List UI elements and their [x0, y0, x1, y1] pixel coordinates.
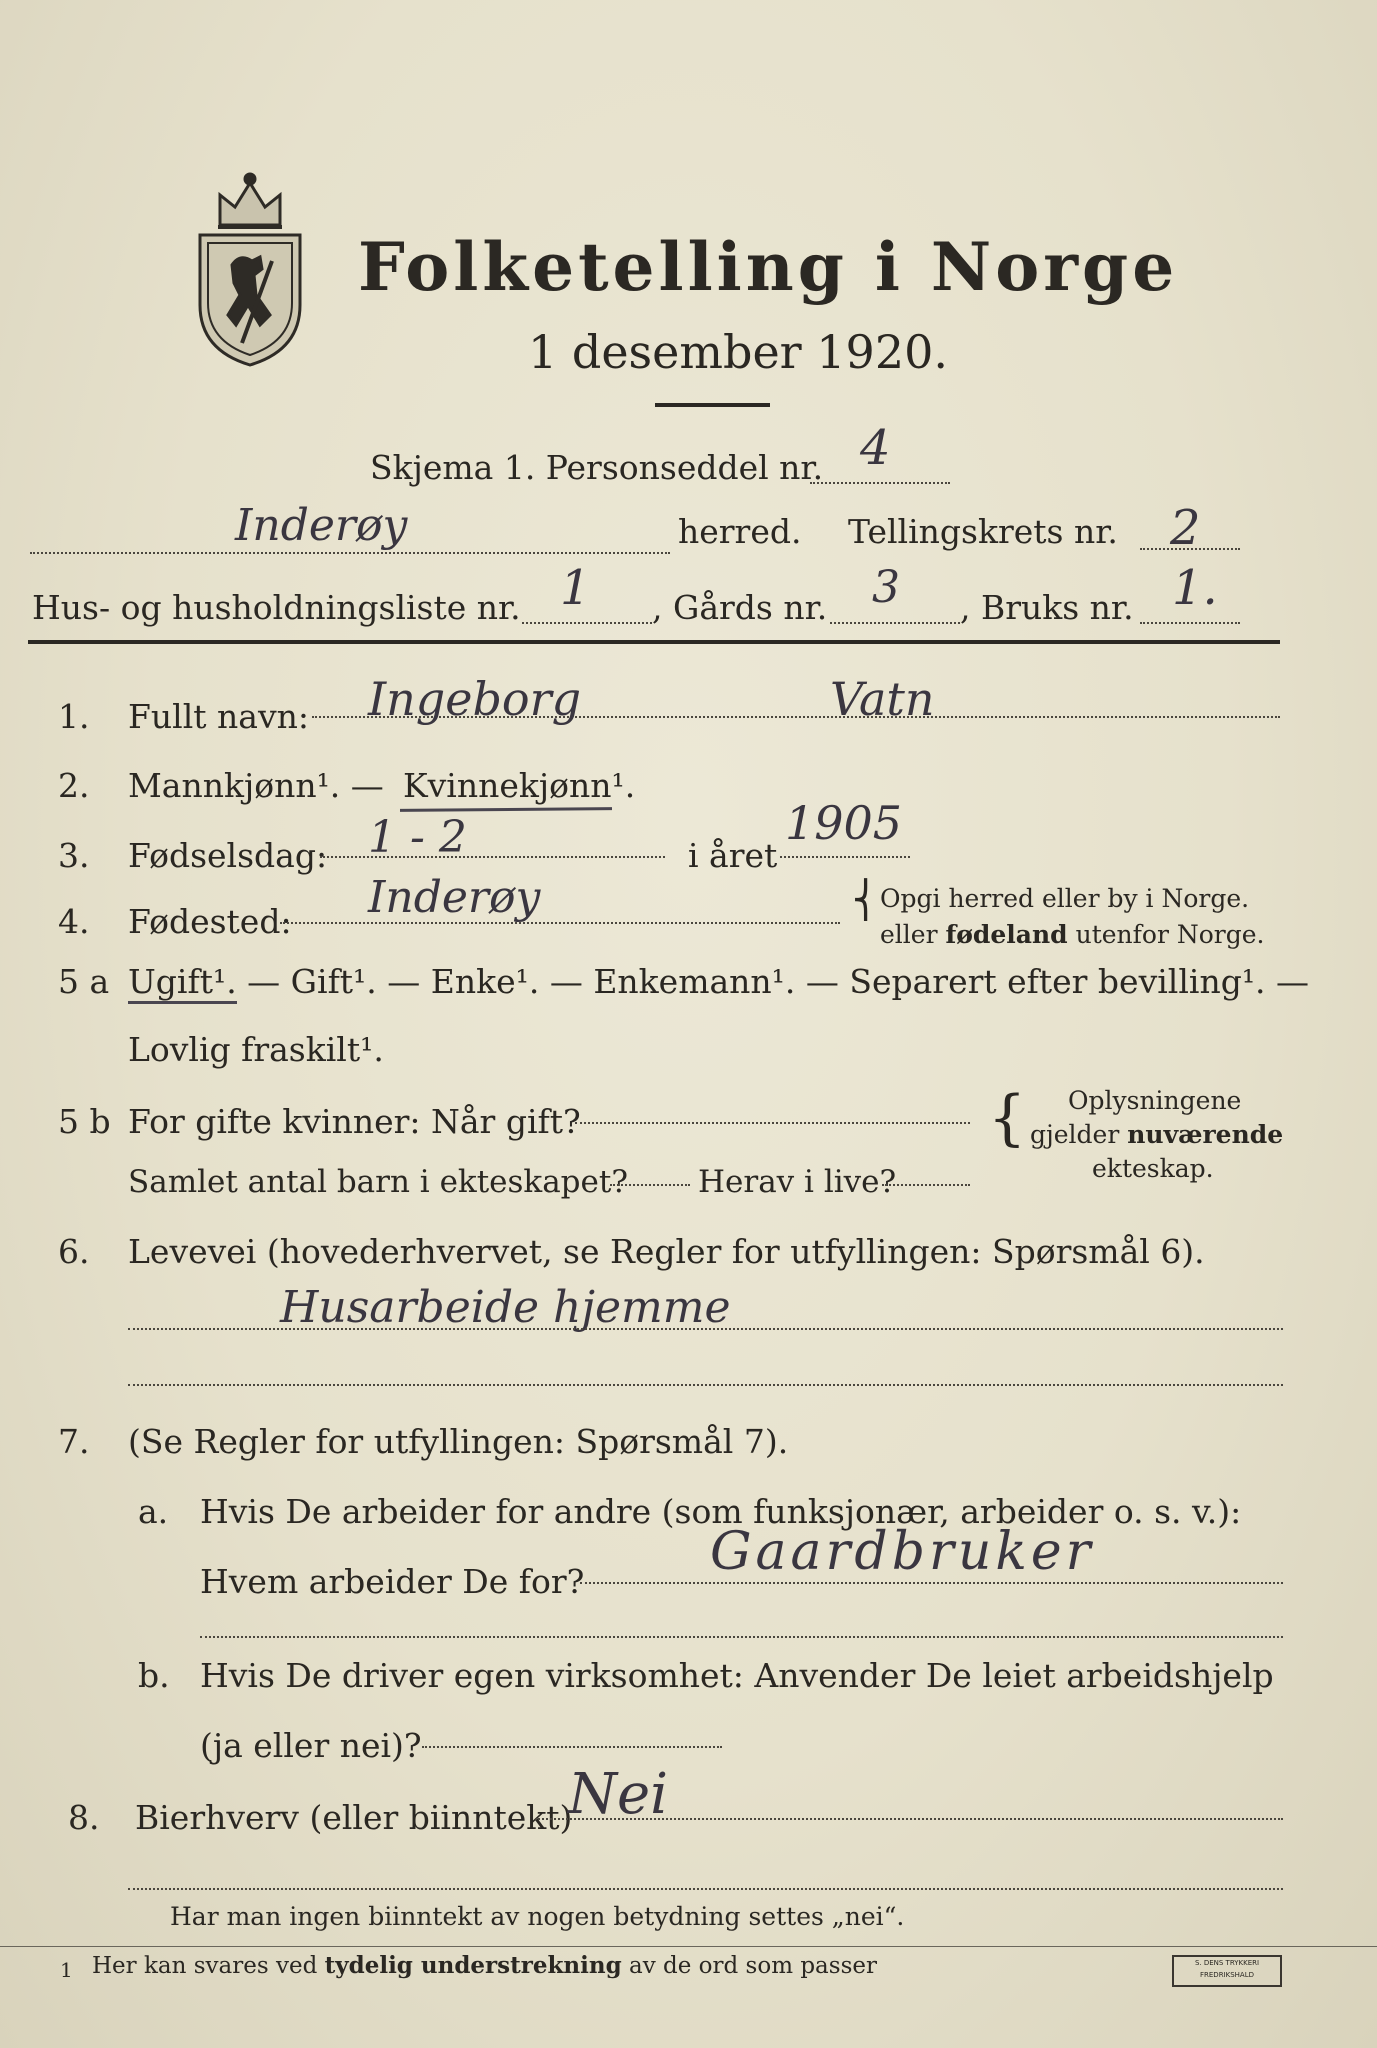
- herred-value[interactable]: Inderøy: [235, 500, 408, 551]
- q7a-label2: Hvem arbeider De for?: [200, 1562, 585, 1601]
- q7a-label: Hvis De arbeider for andre (som funksjonær, arbeider o. s. v.):: [200, 1492, 1242, 1531]
- footnote-text: Her kan svares ved tydelig understrekning av de ord som passer: [92, 1952, 877, 1979]
- q3-year-value[interactable]: 1905: [785, 796, 903, 850]
- skjema-label: Skjema 1. Personseddel nr.: [370, 448, 824, 487]
- q5a-ugift[interactable]: Ugift¹.: [128, 962, 237, 1004]
- footer-note: Har man ingen biinntekt av nogen betydning settes „nei“.: [170, 1902, 905, 1931]
- q2-female[interactable]: Kvinnekjønn¹.: [403, 766, 636, 805]
- q1-number: 1.: [58, 697, 90, 736]
- bruks-value[interactable]: 1.: [1172, 560, 1218, 616]
- husholdningsliste-value[interactable]: 1: [560, 560, 591, 616]
- q1-first-name[interactable]: Ingeborg: [368, 672, 582, 726]
- printer-stamp-line2: FREDRIKSHALD: [1199, 1971, 1254, 1979]
- q8-label: Bierhverv (eller biinntekt): [135, 1798, 573, 1837]
- q7a-value[interactable]: Gaardbruker: [710, 1522, 1095, 1582]
- header-rule: [28, 640, 1280, 644]
- census-date: 1 desember 1920.: [528, 325, 948, 379]
- herred-line: [30, 552, 670, 554]
- gards-label: , Gårds nr.: [652, 588, 828, 627]
- q5b-note2: gjelder nuværende: [1030, 1120, 1284, 1149]
- q6-line1: [128, 1328, 1283, 1330]
- q5a-number: 5 a: [58, 962, 110, 1001]
- title-divider: [655, 403, 770, 407]
- skjema-value[interactable]: 4: [860, 420, 891, 476]
- q5b-note1: Oplysningene: [1068, 1086, 1242, 1115]
- q5b-line3: [882, 1184, 970, 1186]
- footer-rule: [0, 1946, 1377, 1947]
- q3-year-label: i året: [688, 836, 778, 875]
- q5a-other-options[interactable]: — Gift¹. — Enke¹. — Enkemann¹. — Separert efter bevilling¹. —: [236, 962, 1310, 1001]
- q7a-line2: [200, 1636, 1283, 1638]
- gards-line: [830, 622, 960, 624]
- bruks-label: , Bruks nr.: [960, 588, 1134, 627]
- q4-note-line2: eller fødeland utenfor Norge.: [880, 920, 1265, 949]
- q7a-letter: a.: [138, 1492, 169, 1531]
- q5b-line1: [575, 1122, 970, 1124]
- husholdningsliste-label: Hus- og husholdningsliste nr.: [32, 588, 521, 627]
- q7a-line: [580, 1582, 1283, 1584]
- q8-line2: [128, 1888, 1283, 1890]
- q7-number: 7.: [58, 1422, 90, 1461]
- skjema-line: [810, 482, 950, 484]
- q5b-line2: [610, 1184, 690, 1186]
- q5b-number: 5 b: [58, 1102, 111, 1141]
- q4-number: 4.: [58, 902, 90, 941]
- husholdningsliste-line: [522, 622, 652, 624]
- q3-year-line: [780, 856, 910, 858]
- q5b-label2: Samlet antal barn i ekteskapet?: [128, 1164, 628, 1200]
- form-title: Folketelling i Norge: [358, 228, 1179, 306]
- q5a-options: [128, 962, 1309, 1001]
- q4-line: [280, 922, 840, 924]
- q5b-brace: {: [988, 1083, 1027, 1153]
- q6-label: Levevei (hovederhvervet, se Regler for utfyllingen: Spørsmål 6).: [128, 1232, 1205, 1271]
- tellingskrets-label: Tellingskrets nr.: [848, 512, 1118, 551]
- gards-value[interactable]: 3: [872, 562, 900, 613]
- q8-number: 8.: [68, 1798, 100, 1837]
- tellingskrets-value[interactable]: 2: [1170, 500, 1201, 556]
- q7-label: (Se Regler for utfyllingen: Spørsmål 7).: [128, 1422, 789, 1461]
- q3-number: 3.: [58, 836, 90, 875]
- q7b-line: [422, 1746, 722, 1748]
- q6-value[interactable]: Husarbeide hjemme: [280, 1282, 731, 1333]
- q2-male[interactable]: Mannkjønn¹. —: [128, 766, 384, 805]
- q7b-label: Hvis De driver egen virksomhet: Anvender De leiet arbeidshjelp: [200, 1656, 1274, 1695]
- q3-label: Fødselsdag:: [128, 836, 328, 875]
- q1-last-name[interactable]: Vatn: [830, 672, 935, 726]
- q8-value[interactable]: Nei: [568, 1762, 669, 1827]
- q5b-label1: For gifte kvinner: Når gift?: [128, 1102, 581, 1141]
- q4-note-line1: Opgi herred eller by i Norge.: [880, 884, 1250, 913]
- q3-value[interactable]: 1 - 2: [368, 812, 467, 863]
- bruks-line: [1140, 622, 1240, 624]
- footnote-number: 1: [60, 1958, 73, 1982]
- q2-number: 2.: [58, 766, 90, 805]
- q5a-line2[interactable]: Lovlig fraskilt¹.: [128, 1030, 384, 1069]
- printer-stamp: [1172, 1955, 1282, 1987]
- q6-line2: [128, 1384, 1283, 1386]
- q7b-label2: (ja eller nei)?: [200, 1726, 422, 1765]
- q1-label: Fullt navn:: [128, 697, 309, 736]
- q4-label: Fødested:: [128, 902, 292, 941]
- q5b-note3: ekteskap.: [1092, 1154, 1214, 1183]
- herred-label: herred.: [678, 512, 802, 551]
- q4-brace: ⎨: [852, 880, 879, 921]
- printer-stamp-line1: S. DENS TRYKKERI: [1194, 1959, 1260, 1967]
- q4-value[interactable]: Inderøy: [368, 872, 541, 923]
- q7b-letter: b.: [138, 1656, 170, 1695]
- q6-number: 6.: [58, 1232, 90, 1271]
- coat-of-arms-icon: [190, 165, 310, 370]
- q5b-label3: Herav i live?: [698, 1164, 897, 1200]
